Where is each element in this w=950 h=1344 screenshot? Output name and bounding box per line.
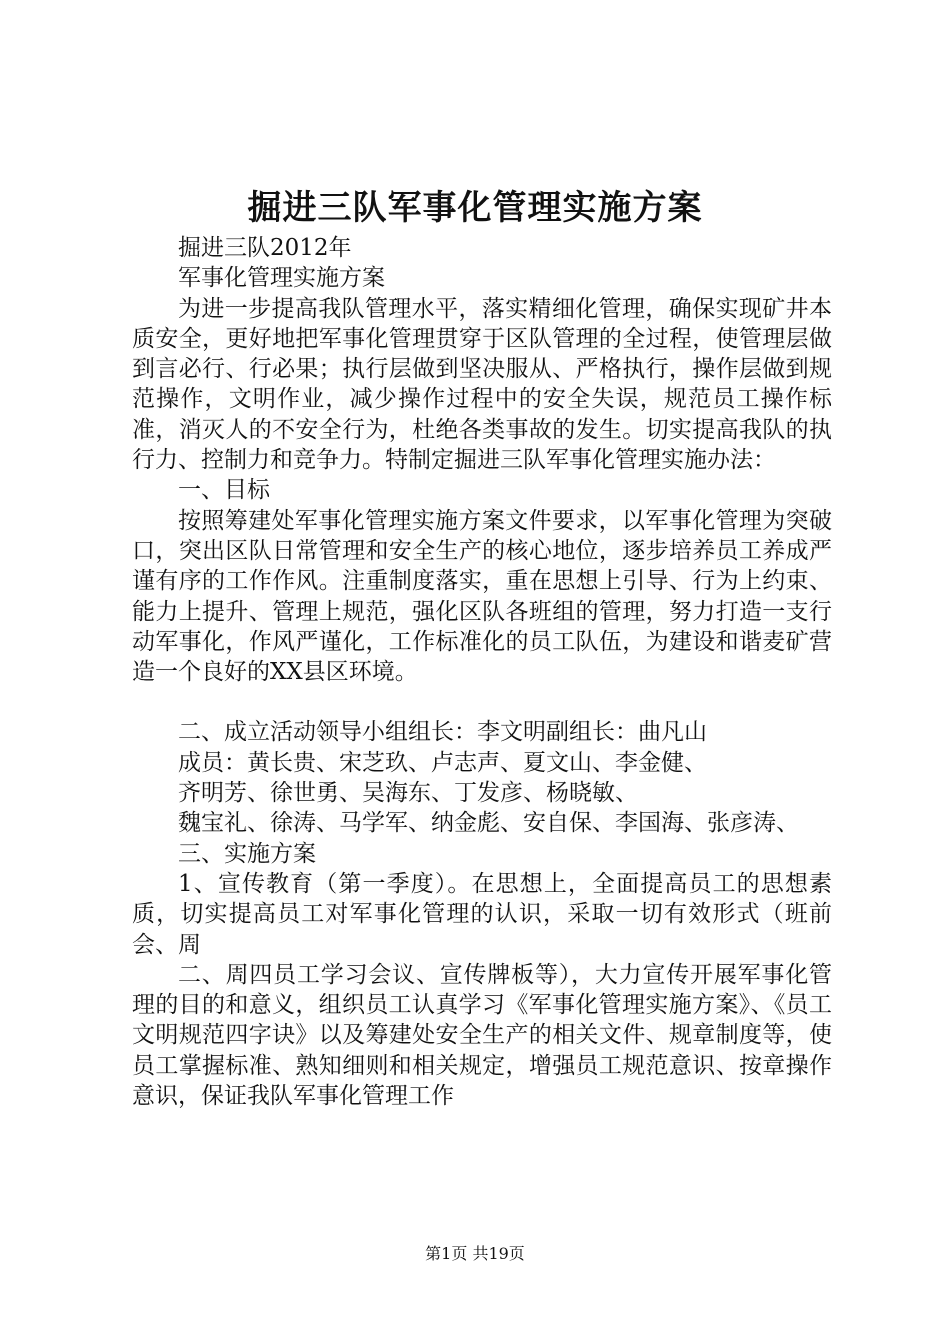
- document-body: [132, 233, 832, 1111]
- document-title: 掘进三队军事化管理实施方案: [247, 188, 703, 228]
- heading-implementation: 三、实施方案: [178, 840, 316, 867]
- paragraph-goal: 按照筹建处军事化管理实施方案文件要求，以军事化管理为突破口，突出区队日常管理和安全生产的核心地位，逐步培养员工养成严谨有序的工作作风。注重制度落实，重在思想上引导、行为上约束、能力上提升、管理上规范，强化区队各班组的管理，努力打造一支行动军事化，作风严谨化，工作标准化的员工队伍，为建设和谐麦矿营造一个良好的XX县区环境。: [132, 507, 832, 686]
- paragraph-members-3: 魏宝礼、徐涛、马学军、纳金彪、安自保、李国海、张彦涛、: [178, 810, 799, 837]
- paragraph-publicity-continued: 二、周四员工学习会议、宣传牌板等），大力宣传开展军事化管理的目的和意义，组织员工认真学习《军事化管理实施方案》、《员工文明规范四字诀》以及筹建处安全生产的相关文件、规章制度等，使员工掌握标准、熟知细则和相关规定，增强员工规范意识、按章操作意识，保证我队军事化管理工作: [132, 961, 832, 1110]
- paragraph-team-year: 掘进三队2012年: [178, 235, 352, 261]
- paragraph-subtitle: 军事化管理实施方案: [178, 265, 385, 292]
- paragraph-members-2: 齐明芳、徐世勇、吴海东、丁发彦、杨晓敏、: [178, 780, 638, 807]
- page-number-footer: 第1页 共19页: [425, 1244, 525, 1263]
- heading-leadership-group: 二、成立活动领导小组组长：李文明副组长：曲凡山: [178, 719, 707, 746]
- paragraph-publicity: 1、宣传教育（第一季度）。在思想上，全面提高员工的思想素质，切实提高员工对军事化管理的认识，采取一切有效形式（班前会、周: [132, 870, 832, 958]
- heading-goal: 一、目标: [178, 477, 270, 504]
- paragraph-intro: 为进一步提高我队管理水平，落实精细化管理，确保实现矿井本质安全，更好地把军事化管理贯穿于区队管理的全过程，使管理层做到言必行、行必果；执行层做到坚决服从、严格执行，操作层做到规范操作，文明作业，减少操作过程中的安全失误，规范员工操作标准，消灭人的不安全行为，杜绝各类事故的发生。切实提高我队的执行力、控制力和竞争力。特制定掘进三队军事化管理实施办法：: [132, 295, 832, 474]
- paragraph-members-1: 成员：黄长贵、宋芝玖、卢志声、夏文山、李金健、: [178, 749, 707, 776]
